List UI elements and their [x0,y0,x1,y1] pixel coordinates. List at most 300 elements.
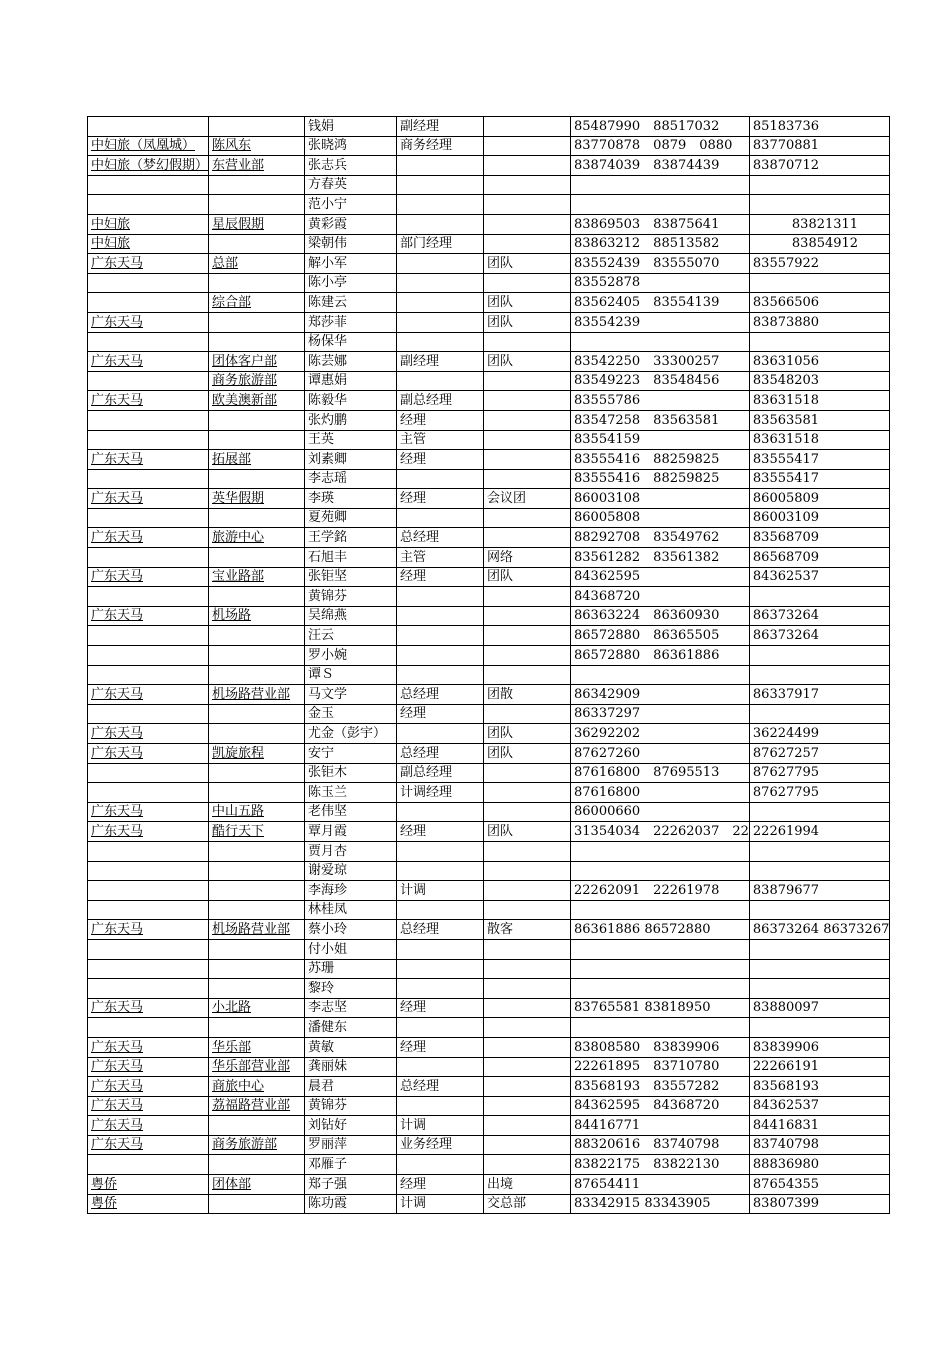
agency-cell[interactable] [88,175,209,195]
type-cell[interactable] [484,783,571,803]
fax-cell[interactable]: 86337917 [749,685,889,705]
agency-cell[interactable] [88,939,209,959]
type-cell[interactable] [484,273,571,293]
department-cell[interactable]: 综合部 [209,293,305,313]
phone-cell[interactable]: 86342909 [571,685,750,705]
phone-cell[interactable]: 83552439 83555070 [571,254,750,274]
agency-cell[interactable]: 广东天马 [88,1077,209,1097]
fax-cell[interactable]: 87627257 [749,744,889,764]
contact-name-cell[interactable]: 晨君 [305,1077,397,1097]
phone-cell[interactable]: 85487990 88517032 [571,117,750,137]
title-cell[interactable] [397,841,484,861]
title-cell[interactable]: 计调 [397,1194,484,1214]
department-cell[interactable] [209,861,305,881]
type-cell[interactable] [484,900,571,920]
agency-cell[interactable]: 广东天马 [88,1057,209,1077]
title-cell[interactable] [397,469,484,489]
title-cell[interactable] [397,626,484,646]
contact-name-cell[interactable]: 黄敏 [305,1037,397,1057]
contact-name-cell[interactable]: 谭Ｓ [305,665,397,685]
fax-cell[interactable]: 83879677 [749,881,889,901]
fax-cell[interactable]: 83555417 [749,450,889,470]
title-cell[interactable]: 总经理 [397,528,484,548]
type-cell[interactable] [484,841,571,861]
contact-name-cell[interactable]: 黎玲 [305,979,397,999]
type-cell[interactable] [484,606,571,626]
agency-cell[interactable]: 广东天马 [88,528,209,548]
phone-cell[interactable]: 86572880 86361886 [571,646,750,666]
title-cell[interactable] [397,665,484,685]
phone-cell[interactable]: 83770878 0879 0880 [571,136,750,156]
department-cell[interactable]: 凯旋旅程 [209,744,305,764]
agency-cell[interactable] [88,881,209,901]
phone-cell[interactable]: 83555416 88259825 [571,450,750,470]
agency-cell[interactable]: 广东天马 [88,1037,209,1057]
contact-name-cell[interactable]: 林桂凤 [305,900,397,920]
agency-cell[interactable]: 粤侨 [88,1194,209,1214]
contact-name-cell[interactable]: 张钜木 [305,763,397,783]
department-cell[interactable] [209,548,305,568]
department-cell[interactable] [209,724,305,744]
agency-cell[interactable] [88,646,209,666]
department-cell[interactable] [209,410,305,430]
contact-name-cell[interactable]: 解小军 [305,254,397,274]
contact-name-cell[interactable]: 覃月霞 [305,822,397,842]
fax-cell[interactable] [749,841,889,861]
phone-cell[interactable]: 83822175 83822130 [571,1155,750,1175]
phone-cell[interactable] [571,175,750,195]
type-cell[interactable] [484,1135,571,1155]
department-cell[interactable]: 拓展部 [209,450,305,470]
type-cell[interactable] [484,881,571,901]
phone-cell[interactable]: 83863212 88513582 [571,234,750,254]
agency-cell[interactable] [88,861,209,881]
fax-cell[interactable] [749,861,889,881]
title-cell[interactable]: 计调经理 [397,783,484,803]
contact-name-cell[interactable]: 龚丽妹 [305,1057,397,1077]
contact-name-cell[interactable]: 刘钻好 [305,1116,397,1136]
fax-cell[interactable] [749,939,889,959]
phone-cell[interactable]: 87616800 87695513 [571,763,750,783]
contact-name-cell[interactable]: 王英 [305,430,397,450]
type-cell[interactable]: 团队 [484,724,571,744]
department-cell[interactable]: 陈风东 [209,136,305,156]
contact-name-cell[interactable]: 罗小婉 [305,646,397,666]
contact-name-cell[interactable]: 付小姐 [305,939,397,959]
fax-cell[interactable] [749,175,889,195]
fax-cell[interactable] [749,332,889,352]
department-cell[interactable] [209,979,305,999]
fax-cell[interactable]: 83631056 [749,352,889,372]
contact-name-cell[interactable]: 陈建云 [305,293,397,313]
department-cell[interactable] [209,1155,305,1175]
contact-name-cell[interactable]: 陈毅华 [305,391,397,411]
phone-cell[interactable]: 83561282 83561382 [571,548,750,568]
agency-cell[interactable] [88,959,209,979]
title-cell[interactable] [397,1155,484,1175]
agency-cell[interactable]: 广东天马 [88,606,209,626]
title-cell[interactable] [397,254,484,274]
department-cell[interactable]: 小北路 [209,998,305,1018]
department-cell[interactable] [209,939,305,959]
fax-cell[interactable]: 83854912 [749,234,889,254]
agency-cell[interactable] [88,626,209,646]
fax-cell[interactable]: 83566506 [749,293,889,313]
type-cell[interactable] [484,861,571,881]
phone-cell[interactable] [571,332,750,352]
fax-cell[interactable] [749,959,889,979]
contact-name-cell[interactable]: 钱娟 [305,117,397,137]
contact-name-cell[interactable]: 张灼鹏 [305,410,397,430]
title-cell[interactable] [397,939,484,959]
title-cell[interactable] [397,175,484,195]
title-cell[interactable]: 总经理 [397,685,484,705]
department-cell[interactable] [209,195,305,215]
title-cell[interactable]: 副经理 [397,352,484,372]
fax-cell[interactable] [749,900,889,920]
type-cell[interactable] [484,156,571,176]
title-cell[interactable] [397,979,484,999]
title-cell[interactable] [397,332,484,352]
phone-cell[interactable]: 83549223 83548456 [571,371,750,391]
agency-cell[interactable] [88,1018,209,1038]
fax-cell[interactable]: 83557922 [749,254,889,274]
title-cell[interactable]: 经理 [397,822,484,842]
department-cell[interactable]: 荔福路营业部 [209,1096,305,1116]
title-cell[interactable] [397,293,484,313]
department-cell[interactable] [209,508,305,528]
type-cell[interactable] [484,430,571,450]
department-cell[interactable] [209,332,305,352]
phone-cell[interactable]: 84368720 [571,587,750,607]
agency-cell[interactable]: 广东天马 [88,1116,209,1136]
contact-name-cell[interactable]: 陈小亭 [305,273,397,293]
phone-cell[interactable]: 83568193 83557282 [571,1077,750,1097]
fax-cell[interactable]: 83880097 [749,998,889,1018]
department-cell[interactable]: 英华假期 [209,489,305,509]
agency-cell[interactable] [88,332,209,352]
type-cell[interactable] [484,1116,571,1136]
contact-name-cell[interactable]: 郑子强 [305,1175,397,1195]
department-cell[interactable] [209,430,305,450]
phone-cell[interactable] [571,900,750,920]
fax-cell[interactable] [749,802,889,822]
title-cell[interactable] [397,802,484,822]
department-cell[interactable]: 机场路营业部 [209,685,305,705]
type-cell[interactable] [484,763,571,783]
agency-cell[interactable]: 广东天马 [88,567,209,587]
contact-name-cell[interactable]: 老伟坚 [305,802,397,822]
fax-cell[interactable] [749,979,889,999]
title-cell[interactable] [397,724,484,744]
department-cell[interactable] [209,704,305,724]
phone-cell[interactable] [571,861,750,881]
contact-name-cell[interactable]: 石旭丰 [305,548,397,568]
phone-cell[interactable] [571,939,750,959]
agency-cell[interactable]: 广东天马 [88,489,209,509]
department-cell[interactable] [209,763,305,783]
fax-cell[interactable]: 88836980 [749,1155,889,1175]
agency-cell[interactable] [88,548,209,568]
contact-name-cell[interactable]: 张晓鸿 [305,136,397,156]
phone-cell[interactable]: 83554239 [571,312,750,332]
agency-cell[interactable]: 广东天马 [88,998,209,1018]
fax-cell[interactable]: 22261994 [749,822,889,842]
title-cell[interactable]: 总经理 [397,744,484,764]
contact-name-cell[interactable]: 张钜坚 [305,567,397,587]
phone-cell[interactable]: 84416771 [571,1116,750,1136]
type-cell[interactable] [484,450,571,470]
title-cell[interactable]: 经理 [397,998,484,1018]
phone-cell[interactable]: 83555416 88259825 [571,469,750,489]
type-cell[interactable] [484,959,571,979]
fax-cell[interactable]: 83770881 [749,136,889,156]
department-cell[interactable] [209,646,305,666]
type-cell[interactable]: 团散 [484,685,571,705]
phone-cell[interactable]: 84362595 [571,567,750,587]
phone-cell[interactable] [571,979,750,999]
type-cell[interactable] [484,626,571,646]
department-cell[interactable]: 华乐部营业部 [209,1057,305,1077]
phone-cell[interactable]: 83562405 83554139 [571,293,750,313]
title-cell[interactable]: 经理 [397,489,484,509]
phone-cell[interactable]: 83874039 83874439 [571,156,750,176]
department-cell[interactable] [209,959,305,979]
type-cell[interactable]: 出境 [484,1175,571,1195]
department-cell[interactable] [209,175,305,195]
phone-cell[interactable]: 86005808 [571,508,750,528]
phone-cell[interactable] [571,841,750,861]
type-cell[interactable] [484,195,571,215]
type-cell[interactable] [484,1155,571,1175]
agency-cell[interactable] [88,763,209,783]
agency-cell[interactable]: 广东天马 [88,724,209,744]
agency-cell[interactable]: 广东天马 [88,1096,209,1116]
fax-cell[interactable]: 84362537 [749,1096,889,1116]
agency-cell[interactable]: 广东天马 [88,312,209,332]
fax-cell[interactable]: 83821311 [749,214,889,234]
type-cell[interactable]: 团队 [484,293,571,313]
type-cell[interactable]: 团队 [484,352,571,372]
contact-name-cell[interactable]: 郑莎菲 [305,312,397,332]
contact-name-cell[interactable]: 汪云 [305,626,397,646]
type-cell[interactable] [484,587,571,607]
fax-cell[interactable]: 87627795 [749,783,889,803]
title-cell[interactable] [397,371,484,391]
department-cell[interactable] [209,900,305,920]
title-cell[interactable] [397,508,484,528]
department-cell[interactable]: 中山五路 [209,802,305,822]
agency-cell[interactable]: 中妇旅（梦幻假期） [88,156,209,176]
agency-cell[interactable] [88,117,209,137]
title-cell[interactable]: 副总经理 [397,763,484,783]
department-cell[interactable] [209,234,305,254]
department-cell[interactable] [209,881,305,901]
contact-name-cell[interactable]: 潘健东 [305,1018,397,1038]
department-cell[interactable]: 欧美澳新部 [209,391,305,411]
type-cell[interactable]: 交总部 [484,1194,571,1214]
type-cell[interactable] [484,332,571,352]
department-cell[interactable]: 商旅中心 [209,1077,305,1097]
type-cell[interactable] [484,410,571,430]
fax-cell[interactable]: 84362537 [749,567,889,587]
fax-cell[interactable]: 83870712 [749,156,889,176]
title-cell[interactable]: 经理 [397,450,484,470]
phone-cell[interactable]: 83808580 83839906 [571,1037,750,1057]
contact-name-cell[interactable]: 苏珊 [305,959,397,979]
department-cell[interactable] [209,665,305,685]
type-cell[interactable] [484,979,571,999]
department-cell[interactable]: 商务旅游部 [209,371,305,391]
contact-name-cell[interactable]: 陈功霞 [305,1194,397,1214]
type-cell[interactable] [484,117,571,137]
title-cell[interactable]: 副经理 [397,117,484,137]
contact-name-cell[interactable]: 李志坚 [305,998,397,1018]
phone-cell[interactable]: 83869503 83875641 [571,214,750,234]
agency-cell[interactable] [88,273,209,293]
fax-cell[interactable]: 86373264 [749,626,889,646]
type-cell[interactable] [484,665,571,685]
type-cell[interactable] [484,136,571,156]
phone-cell[interactable] [571,665,750,685]
department-cell[interactable]: 宝业路部 [209,567,305,587]
fax-cell[interactable]: 83548203 [749,371,889,391]
phone-cell[interactable]: 84362595 84368720 [571,1096,750,1116]
title-cell[interactable] [397,861,484,881]
department-cell[interactable] [209,587,305,607]
phone-cell[interactable]: 83765581 83818950 [571,998,750,1018]
contact-name-cell[interactable]: 李志瑶 [305,469,397,489]
phone-cell[interactable]: 88292708 83549762 [571,528,750,548]
fax-cell[interactable]: 85183736 [749,117,889,137]
fax-cell[interactable] [749,195,889,215]
agency-cell[interactable] [88,430,209,450]
contact-name-cell[interactable]: 贾月杏 [305,841,397,861]
title-cell[interactable]: 主管 [397,430,484,450]
phone-cell[interactable]: 87627260 [571,744,750,764]
contact-name-cell[interactable]: 蔡小玲 [305,920,397,940]
type-cell[interactable] [484,998,571,1018]
fax-cell[interactable] [749,665,889,685]
contact-name-cell[interactable]: 梁朝伟 [305,234,397,254]
title-cell[interactable]: 总经理 [397,1077,484,1097]
phone-cell[interactable]: 36292202 [571,724,750,744]
phone-cell[interactable]: 83552878 [571,273,750,293]
contact-name-cell[interactable]: 陈芸娜 [305,352,397,372]
title-cell[interactable] [397,900,484,920]
type-cell[interactable] [484,1037,571,1057]
type-cell[interactable] [484,508,571,528]
contact-name-cell[interactable]: 王学銘 [305,528,397,548]
type-cell[interactable]: 团队 [484,822,571,842]
department-cell[interactable] [209,312,305,332]
contact-name-cell[interactable]: 金玉 [305,704,397,724]
type-cell[interactable] [484,175,571,195]
department-cell[interactable]: 酷行天下 [209,822,305,842]
agency-cell[interactable]: 广东天马 [88,352,209,372]
contact-name-cell[interactable]: 陈玉兰 [305,783,397,803]
fax-cell[interactable]: 87654355 [749,1175,889,1195]
fax-cell[interactable]: 83631518 [749,391,889,411]
title-cell[interactable]: 经理 [397,1037,484,1057]
contact-name-cell[interactable]: 刘素卿 [305,450,397,470]
agency-cell[interactable]: 广东天马 [88,685,209,705]
type-cell[interactable]: 会议团 [484,489,571,509]
contact-name-cell[interactable]: 李海珍 [305,881,397,901]
phone-cell[interactable]: 87616800 [571,783,750,803]
agency-cell[interactable]: 粤侨 [88,1175,209,1195]
type-cell[interactable]: 网络 [484,548,571,568]
fax-cell[interactable]: 83568193 [749,1077,889,1097]
fax-cell[interactable]: 22266191 [749,1057,889,1077]
department-cell[interactable]: 总部 [209,254,305,274]
agency-cell[interactable] [88,841,209,861]
phone-cell[interactable]: 86361886 86572880 [571,920,750,940]
fax-cell[interactable]: 86005809 [749,489,889,509]
fax-cell[interactable] [749,273,889,293]
title-cell[interactable] [397,312,484,332]
department-cell[interactable]: 团体部 [209,1175,305,1195]
type-cell[interactable]: 散客 [484,920,571,940]
title-cell[interactable] [397,1018,484,1038]
department-cell[interactable] [209,469,305,489]
phone-cell[interactable]: 22262091 22261978 [571,881,750,901]
agency-cell[interactable]: 中妇旅（凤凰城） [88,136,209,156]
title-cell[interactable]: 计调 [397,1116,484,1136]
agency-cell[interactable]: 广东天马 [88,744,209,764]
fax-cell[interactable]: 83839906 [749,1037,889,1057]
fax-cell[interactable]: 87627795 [749,763,889,783]
type-cell[interactable] [484,528,571,548]
agency-cell[interactable] [88,371,209,391]
title-cell[interactable]: 经理 [397,567,484,587]
title-cell[interactable]: 经理 [397,410,484,430]
fax-cell[interactable] [749,1018,889,1038]
fax-cell[interactable]: 83631518 [749,430,889,450]
type-cell[interactable] [484,704,571,724]
agency-cell[interactable] [88,665,209,685]
fax-cell[interactable]: 83740798 [749,1135,889,1155]
phone-cell[interactable] [571,1018,750,1038]
fax-cell[interactable]: 86373264 [749,606,889,626]
fax-cell[interactable]: 84416831 [749,1116,889,1136]
agency-cell[interactable] [88,469,209,489]
phone-cell[interactable]: 31354034 22262037 22 [571,822,750,842]
type-cell[interactable] [484,391,571,411]
title-cell[interactable] [397,646,484,666]
title-cell[interactable]: 副总经理 [397,391,484,411]
type-cell[interactable] [484,371,571,391]
fax-cell[interactable]: 83555417 [749,469,889,489]
contact-name-cell[interactable]: 尤金（彭宇） [305,724,397,744]
contact-name-cell[interactable]: 吴绵燕 [305,606,397,626]
phone-cell[interactable]: 87654411 [571,1175,750,1195]
department-cell[interactable] [209,1194,305,1214]
department-cell[interactable]: 团体客户部 [209,352,305,372]
agency-cell[interactable] [88,410,209,430]
phone-cell[interactable]: 86363224 86360930 [571,606,750,626]
type-cell[interactable]: 团队 [484,567,571,587]
title-cell[interactable]: 业务经理 [397,1135,484,1155]
type-cell[interactable]: 团队 [484,744,571,764]
contact-name-cell[interactable]: 方春英 [305,175,397,195]
phone-cell[interactable]: 83542250 33300257 [571,352,750,372]
title-cell[interactable] [397,214,484,234]
type-cell[interactable] [484,469,571,489]
title-cell[interactable]: 主管 [397,548,484,568]
agency-cell[interactable]: 广东天马 [88,254,209,274]
phone-cell[interactable]: 86572880 86365505 [571,626,750,646]
